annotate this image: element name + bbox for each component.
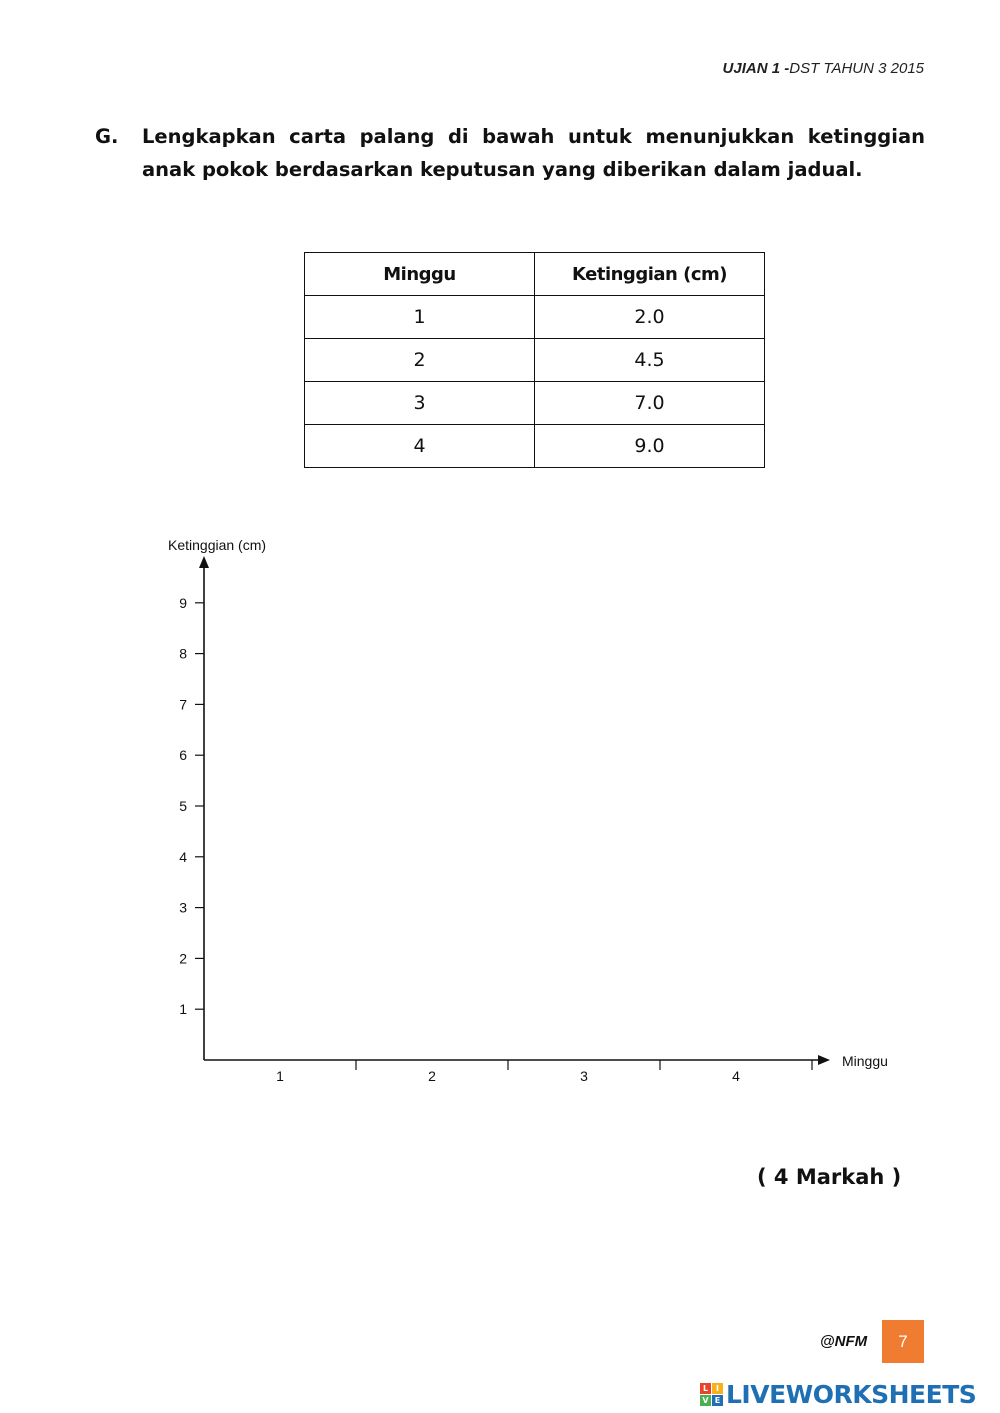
liveworksheets-logo[interactable] (700, 1379, 976, 1409)
y-tick-label: 9 (179, 594, 187, 611)
y-tick-label: 7 (179, 696, 187, 713)
table-row (305, 425, 765, 468)
question-number: G. (95, 125, 119, 148)
header-rest: DST TAHUN 3 2015 (789, 60, 924, 77)
table-row (305, 339, 765, 382)
y-tick-label: 6 (179, 747, 187, 764)
x-tick-label: 1 (276, 1068, 284, 1084)
table-header-week: Minggu (305, 253, 535, 296)
x-axis-arrow-icon (818, 1055, 830, 1065)
table-cell-height: 4.5 (535, 339, 765, 382)
x-tick-label: 2 (428, 1068, 436, 1084)
y-tick-label: 8 (179, 645, 187, 662)
table-cell-week: 2 (305, 339, 535, 382)
logo-letter: V (700, 1395, 711, 1406)
x-tick-label: 3 (580, 1068, 588, 1084)
footer-credit: @NFM (820, 1333, 868, 1350)
marks-label: ( 4 Markah ) (757, 1165, 902, 1189)
data-table (304, 252, 765, 468)
table-row (305, 382, 765, 425)
y-tick-label: 3 (179, 899, 187, 916)
logo-letter: E (712, 1395, 723, 1406)
header-bold: UJIAN 1 - (722, 60, 790, 77)
table-cell-height: 9.0 (535, 425, 765, 468)
liveworksheets-logo-icon (700, 1383, 723, 1406)
logo-letter: L (700, 1383, 711, 1394)
liveworksheets-logo-text: LIVEWORKSHEETS (726, 1379, 977, 1409)
table-cell-height: 2.0 (535, 296, 765, 339)
page-number-badge: 7 (882, 1320, 924, 1363)
bar-chart-answer-area[interactable] (0, 520, 1000, 1100)
x-axis-label: Minggu (842, 1053, 888, 1069)
y-axis-arrow-icon (199, 556, 209, 568)
table-cell-week: 1 (305, 296, 535, 339)
y-tick-label: 2 (179, 950, 187, 967)
table-header-row (305, 253, 765, 296)
y-tick-label: 4 (179, 848, 187, 865)
y-axis-label: Ketinggian (cm) (168, 537, 267, 553)
table-row (305, 296, 765, 339)
table-cell-week: 4 (305, 425, 535, 468)
table-cell-height: 7.0 (535, 382, 765, 425)
page-header (723, 60, 924, 77)
logo-letter: I (712, 1383, 723, 1394)
question-block (95, 120, 925, 186)
question-text: Lengkapkan carta palang di bawah untuk menunjukkan ketinggian anak pokok berdasarkan keputusan yang diberikan dalam jadual. (142, 125, 925, 181)
y-tick-label: 1 (179, 1001, 187, 1018)
x-tick-label: 4 (732, 1068, 740, 1084)
table-cell-week: 3 (305, 382, 535, 425)
y-tick-label: 5 (179, 798, 187, 814)
table-header-height: Ketinggian (cm) (535, 253, 765, 296)
